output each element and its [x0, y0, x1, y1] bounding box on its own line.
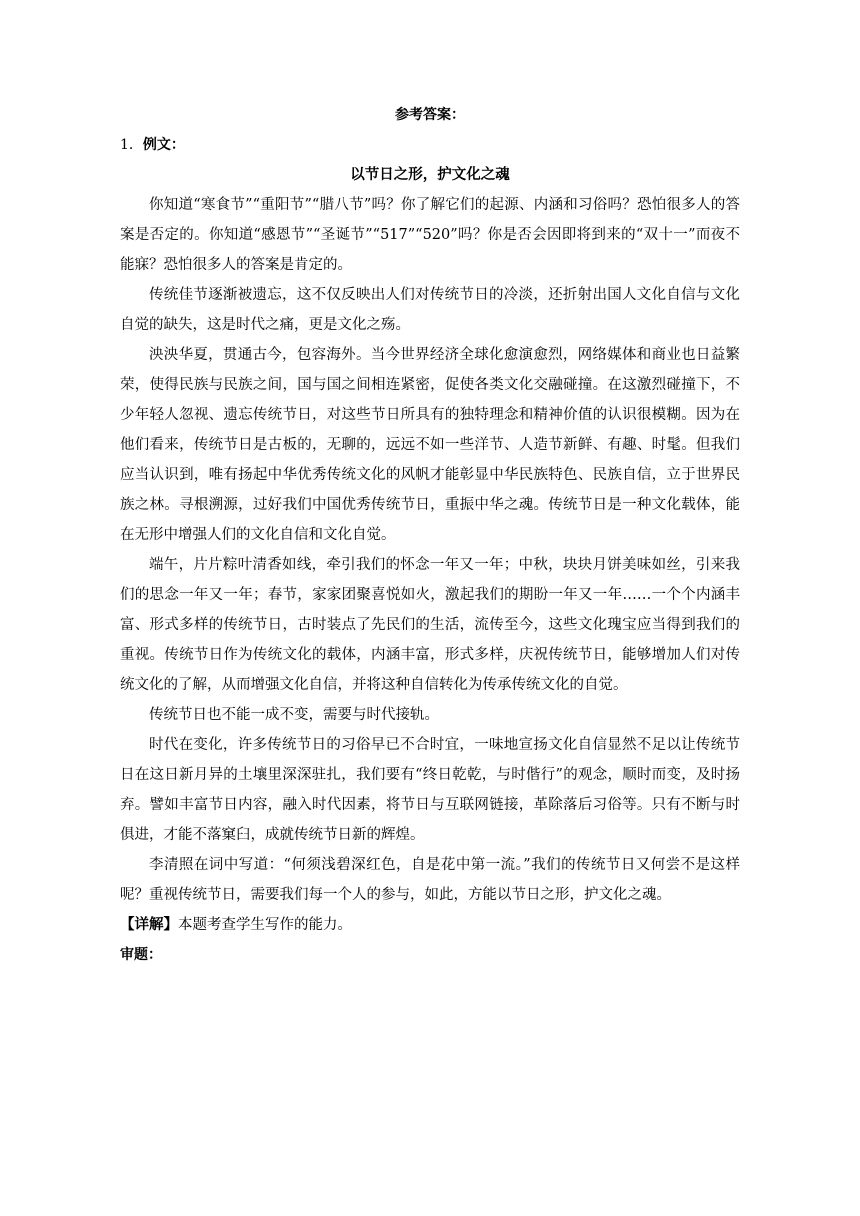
essay-paragraph-4: 端午，片片粽叶清香如线，牵引我们的怀念一年又一年；中秋，块块月饼美味如丝，引来我们的思念一年又一年；春节，家家团聚喜悦如火，激起我们的期盼一年又一年……一个个内涵丰富、形式多样的传统节日，古时装点了先民们的生活，流传至今，这些文化瑰宝应当得到我们的重视。传统节日作为传统文化的载体，内涵丰富，形式多样，庆祝传统节日，能够增加人们对传统文化的了解，从而增强文化自信，并将这种自信转化为传承传统文化的自觉。 [120, 557, 740, 693]
detail-label: 【详解】 [120, 916, 178, 933]
essay-paragraph-3: 泱泱华夏，贯通古今，包容海外。当今世界经济全球化愈演愈烈，网络媒体和商业也日益繁荣，使得民族与民族之间，国与国之间相连紧密，促使各类文化交融碰撞。在这激烈碰撞下，不少年轻人忽视、遗忘传统节日，对这些节日所具有的独特理念和精神价值的认识很模糊。因为在他们看来，传统节日是古板的，无聊的，远远不如一些洋节、人造节新鲜、有趣、时髦。但我们应当认识到，唯有扬起中华优秀传统文化的风帆才能彰显中华民族特色、民族自信，立于世界民族之林。寻根溯源，过好我们中国优秀传统节日，重振中华之魂。传统节日是一种文化载体，能在无形中增强人们的文化自信和文化自觉。 [120, 347, 740, 543]
essay-paragraph-7: 李清照在词中写道：“何须浅碧深红色，自是花中第一流。”我们的传统节日又何尝不是这样呢？重视传统节日，需要我们每一个人的参与，如此，方能以节日之形，护文化之魂。 [120, 857, 740, 903]
review-label: 审题： [120, 947, 162, 963]
detail-line [120, 910, 740, 940]
essay-paragraph-5: 传统节日也不能一成不变，需要与时代接轨。 [149, 707, 439, 723]
essay-paragraph-6: 时代在变化，许多传统节日的习俗早已不合时宜，一味地宣扬文化自信显然不足以让传统节日在这日新月异的土壤里深深驻扎，我们要有“终日乾乾，与时偕行”的观念，顺时而变，及时扬弃。譬如丰富节日内容，融入时代因素，将节日与互联网链接，革除落后习俗等。只有不断与时俱进，才能不落窠臼，成就传统节日新的辉煌。 [120, 737, 740, 843]
document-content [120, 100, 740, 970]
answer-heading: 参考答案： [395, 107, 465, 123]
detail-text: 本题考查学生写作的能力。 [178, 917, 352, 933]
question-number: 1． [120, 137, 143, 153]
essay-title: 以节日之形，护文化之魂 [350, 166, 510, 183]
question-label [120, 130, 740, 160]
essay-paragraph-2: 传统佳节逐渐被遗忘，这不仅反映出人们对传统节日的冷淡，还折射出国人文化自信与文化自觉的缺失，这是时代之痛，更是文化之殇。 [120, 287, 740, 333]
question-example-label: 例文： [142, 137, 185, 153]
essay-paragraph-1: 你知道“寒食节”“重阳节”“腊八节”吗？你了解它们的起源、内涵和习俗吗？恐怕很多人的答案是否定的。你知道“感恩节”“圣诞节”“517”“520”吗？你是否会因即将到来的“双十一”而夜不能寐？恐怕很多人的答案是肯定的。 [120, 197, 740, 273]
